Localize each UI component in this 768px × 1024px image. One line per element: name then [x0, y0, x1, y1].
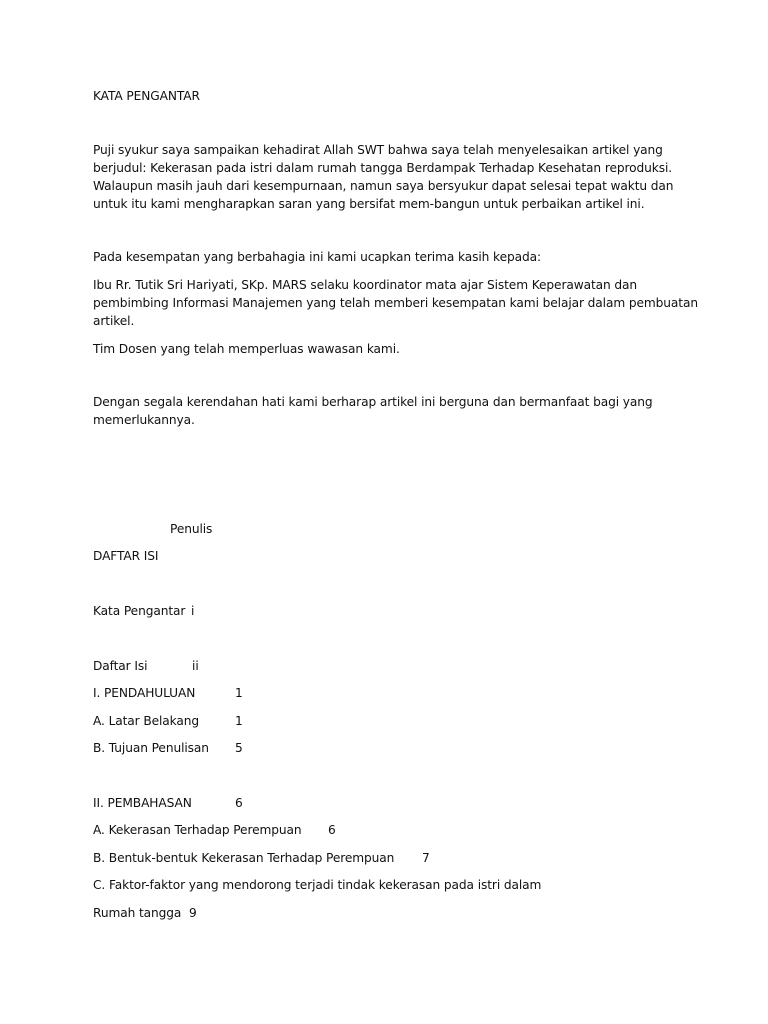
- toc-entry-label: II. PEMBAHASAN: [93, 796, 192, 810]
- preface-paragraph-1-line-4: untuk itu kami mengharapkan saran yang bersifat mem-bangun untuk perbaikan artikel ini.: [93, 197, 645, 211]
- toc-entry-label: A. Kekerasan Terhadap Perempuan: [93, 823, 302, 837]
- toc-entry-label: C. Faktor-faktor yang mendorong terjadi tindak kekerasan pada istri dalam: [93, 878, 542, 892]
- toc-title: DAFTAR ISI: [93, 549, 159, 563]
- preface-paragraph-3-line-1: Ibu Rr. Tutik Sri Hariyati, SKp. MARS selaku koordinator mata ajar Sistem Keperawatan dan: [93, 278, 638, 292]
- toc-entry-page: 5: [235, 741, 243, 755]
- toc-entry-page: 6: [235, 796, 243, 810]
- toc-entry-page: 1: [235, 686, 243, 700]
- toc-entry-label: Daftar Isi: [93, 659, 148, 673]
- toc-entry-label: B. Bentuk-bentuk Kekerasan Terhadap Perempuan: [93, 851, 395, 865]
- toc-entry-label: I. PENDAHULUAN: [93, 686, 196, 700]
- author-signature: Penulis: [170, 522, 213, 536]
- toc-entry-label: Rumah tangga: [93, 906, 182, 920]
- toc-entry-page: 9: [189, 906, 197, 920]
- toc-entry-page: 1: [235, 714, 243, 728]
- preface-paragraph-3-line-2: pembimbing Informasi Manajemen yang telah memberi kesempatan kami belajar dalam pembuatan: [93, 296, 698, 310]
- toc-entry-label: Kata Pengantar: [93, 604, 186, 618]
- preface-paragraph-1-line-1: Puji syukur saya sampaikan kehadirat Allah SWT bahwa saya telah menyelesaikan artikel yang: [93, 143, 663, 157]
- toc-entry-label: B. Tujuan Penulisan: [93, 741, 209, 755]
- preface-paragraph-5-line-2: memerlukannya.: [93, 413, 195, 427]
- preface-paragraph-3-line-3: artikel.: [93, 314, 135, 328]
- preface-paragraph-4: Tim Dosen yang telah memperluas wawasan kami.: [93, 342, 400, 356]
- toc-entry-label: A. Latar Belakang: [93, 714, 200, 728]
- toc-entry-page: 6: [328, 823, 336, 837]
- preface-paragraph-2: Pada kesempatan yang berbahagia ini kami ucapkan terima kasih kepada:: [93, 250, 541, 264]
- preface-title: KATA PENGANTAR: [93, 89, 200, 103]
- preface-paragraph-5-line-1: Dengan segala kerendahan hati kami berharap artikel ini berguna dan bermanfaat bagi yang: [93, 395, 653, 409]
- toc-entry-page: ii: [192, 659, 199, 673]
- preface-paragraph-1-line-2: berjudul: Kekerasan pada istri dalam rumah tangga Berdampak Terhadap Kesehatan reproduksi.: [93, 161, 673, 175]
- preface-paragraph-1-line-3: Walaupun masih jauh dari kesempurnaan, namun saya bersyukur dapat selesai tepat waktu dan: [93, 179, 674, 193]
- toc-entry-page: 7: [422, 851, 430, 865]
- toc-entry-page: i: [191, 604, 195, 618]
